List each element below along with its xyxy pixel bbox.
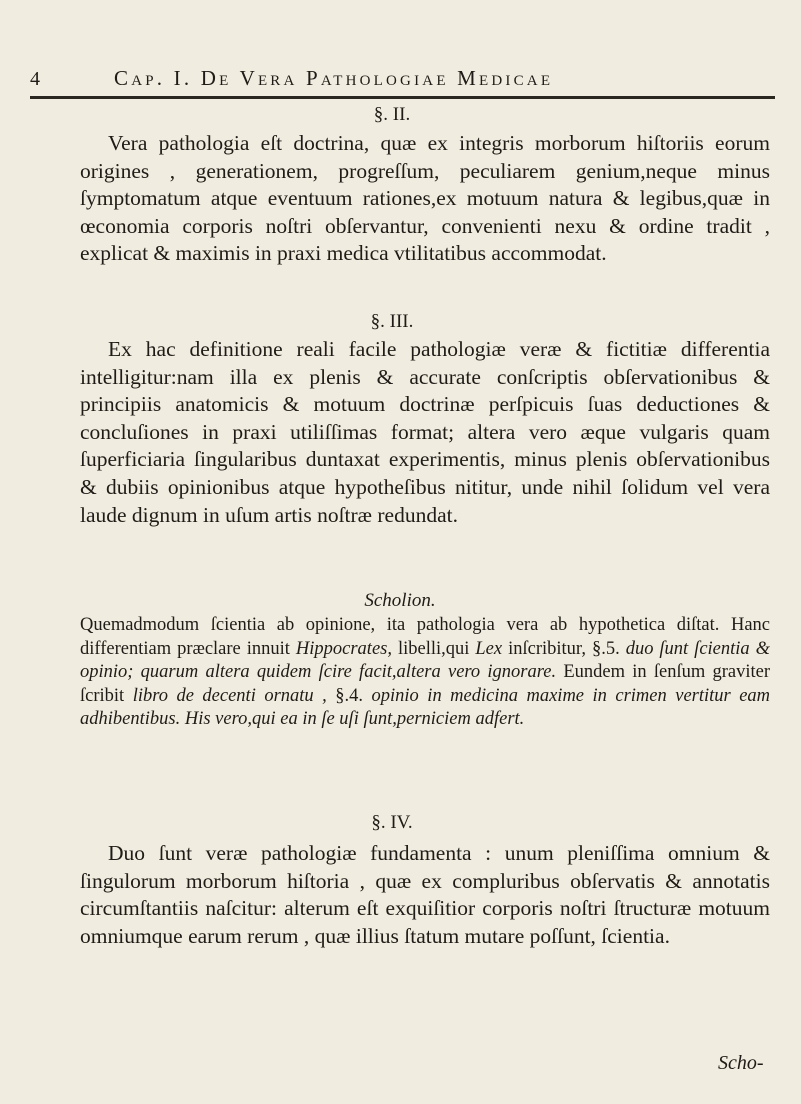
- scholion-title: Scholion.: [364, 590, 436, 611]
- scholion-text-3: inſcribitur, §.5.: [508, 638, 620, 659]
- scholion-quote-3: opinio in medicina maxime in crimen vertitur eam adhibentibus. His vero,qui ea in ſe uſi ſunt,perniciem adfert.: [80, 685, 771, 729]
- scholion-lex: Lex: [475, 638, 503, 659]
- scholion-hippocrates: Hippocrates,: [295, 638, 392, 659]
- scholion-quote-1: duo ſunt ſcientia & opinio; quarum altera quidem ſcire facit,altera vero ignorare.: [80, 638, 771, 682]
- scholion-text-1: Quemadmodum ſcientia ab opinione, ita pathologia vera ab hypothetica diſtat. Hanc differentiam præclare innuit: [80, 615, 770, 659]
- page-header: [30, 66, 775, 96]
- scholion-text-2: libelli,qui: [397, 638, 470, 659]
- header-rule: [30, 96, 775, 99]
- scholion-quote-2: libro de decenti ornatu ,: [132, 685, 327, 706]
- running-head: Cap. I. De Vera Pathologiae Medicae: [114, 66, 554, 90]
- scholion-text-5: §.4.: [335, 685, 364, 706]
- page-number: 4: [30, 68, 40, 90]
- scholion-text-4: Eundem in ſenſum graviter ſcribit: [80, 662, 771, 706]
- section-mark-4: §. IV.: [371, 812, 413, 833]
- paragraph-section-2: Vera pathologia eſt doctrina, quæ ex integris morborum hiſtoriis eorum origines , generationem, progreſſum, peculiarem genium,neque minus ſymptomatum atque eventuum rationes,ex motuum natura & legibus,quæ in œconomia corporis noſtri obſervantur, convenienti nexu & ordine tradit , explicat & maximis in praxi medica vtilitatibus accommodat.: [80, 131, 770, 266]
- paragraph-section-3: Ex hac definitione reali facile pathologiæ veræ & fictitiæ differentia intelligitur:nam illa ex plenis & accurate conſcriptis obſervationibus & principiis anatomicis & motuum doctrinæ perſpicuis ſuas deductiones & concluſiones in praxi utiliſſimas format; altera vero æque vulgaris quam ſuperficiaria ſingularibus duntaxat experimentis, minus plenis obſervationibus & dubiis opinionibus atque hypotheſibus nititur, unde nihil ſolidum vel vera laude dignum in uſum artis noſtræ redundat.: [80, 337, 770, 527]
- scholion-paragraph: [80, 614, 770, 732]
- section-mark-2: §. II.: [373, 104, 411, 125]
- paragraph-section-4: Duo ſunt veræ pathologiæ fundamenta : unum pleniſſima omnium & ſingulorum morborum hiſtoria , quæ ex compluribus obſervatis & annotatis circumſtantiis naſcitur: alterum eſt exquiſitior corporis noſtri ſtructuræ motuum omniumque earum rerum , quæ illius ſtatum mutare poſſunt, ſcientia.: [80, 841, 770, 948]
- section-mark-3: §. III.: [370, 311, 414, 332]
- catchword: Scho-: [718, 1052, 764, 1074]
